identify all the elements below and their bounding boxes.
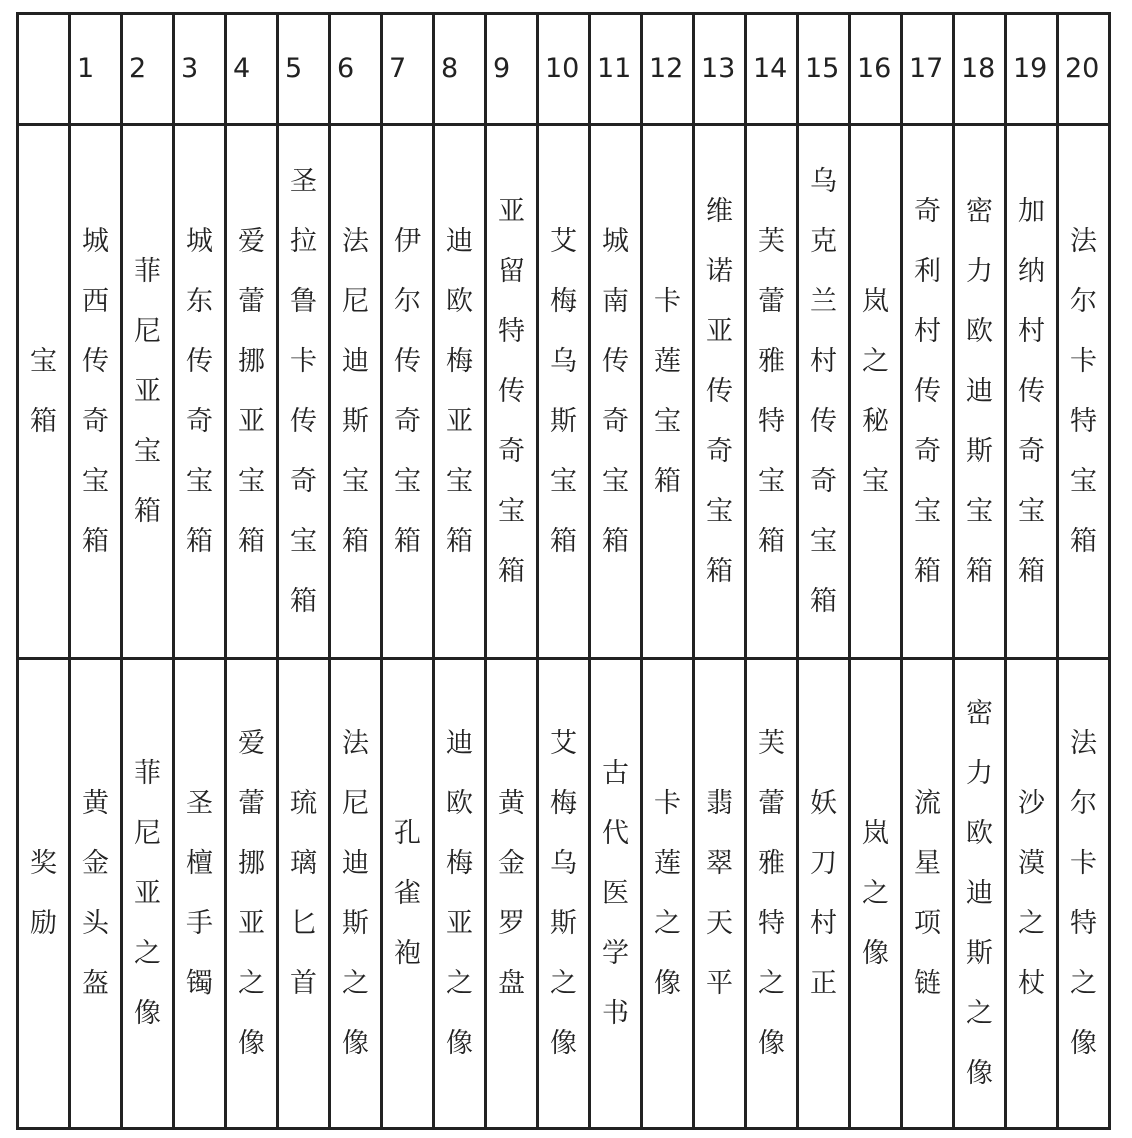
column-header: 20 — [1058, 14, 1110, 125]
table-cell — [746, 125, 798, 659]
table-cell — [174, 125, 226, 659]
header-row — [18, 14, 1110, 125]
column-header: 3 — [174, 14, 226, 125]
table-cell — [590, 125, 642, 659]
column-header: 8 — [434, 14, 486, 125]
chest-name: 法尔卡特宝箱 — [1069, 225, 1097, 557]
reward-name: 芙蕾雅特之像 — [757, 727, 785, 1059]
reward-name: 孔雀袍 — [393, 817, 421, 969]
table-cell — [642, 125, 694, 659]
column-header: 2 — [122, 14, 174, 125]
chest-name: 城东传奇宝箱 — [185, 225, 213, 557]
chest-name: 菲尼亚宝箱 — [133, 255, 161, 527]
table-cell — [538, 659, 590, 1129]
table-cell — [174, 659, 226, 1129]
chest-name: 岚之秘宝 — [861, 285, 889, 497]
reward-name: 古代医学书 — [601, 757, 629, 1029]
table-cell — [226, 125, 278, 659]
table-cell — [1058, 125, 1110, 659]
table-cell — [122, 125, 174, 659]
column-header: 9 — [486, 14, 538, 125]
reward-name: 艾梅乌斯之像 — [549, 727, 577, 1059]
chest-reward-table-container — [16, 12, 1111, 1130]
table-cell — [642, 659, 694, 1129]
row-label-cell — [18, 659, 70, 1129]
column-header: 18 — [954, 14, 1006, 125]
table-cell — [226, 659, 278, 1129]
table-cell — [1006, 125, 1058, 659]
table-cell — [486, 659, 538, 1129]
reward-name: 法尔卡特之像 — [1069, 727, 1097, 1059]
chest-name: 爱蕾挪亚宝箱 — [237, 225, 265, 557]
table-cell — [590, 659, 642, 1129]
reward-name: 翡翠天平 — [705, 787, 733, 999]
table-cell — [694, 125, 746, 659]
chest-reward-table — [16, 12, 1111, 1130]
table-cell — [382, 125, 434, 659]
chest-name: 城南传奇宝箱 — [601, 225, 629, 557]
reward-name: 圣檀手镯 — [185, 787, 213, 999]
row-label-cell — [18, 125, 70, 659]
reward-name: 黄金罗盘 — [497, 787, 525, 999]
reward-name: 琉璃匕首 — [289, 787, 317, 999]
table-cell — [382, 659, 434, 1129]
column-header: 7 — [382, 14, 434, 125]
table-cell — [122, 659, 174, 1129]
table-cell — [1006, 659, 1058, 1129]
chest-name: 奇利村传奇宝箱 — [913, 195, 941, 587]
reward-name: 流星项链 — [913, 787, 941, 999]
column-header: 17 — [902, 14, 954, 125]
reward-row — [18, 659, 1110, 1129]
table-cell — [434, 125, 486, 659]
table-cell — [798, 659, 850, 1129]
column-header: 12 — [642, 14, 694, 125]
column-header: 5 — [278, 14, 330, 125]
table-cell — [850, 125, 902, 659]
column-header: 10 — [538, 14, 590, 125]
table-cell — [70, 659, 122, 1129]
table-cell — [850, 659, 902, 1129]
reward-name: 迪欧梅亚之像 — [445, 727, 473, 1059]
chest-name: 圣拉鲁卡传奇宝箱 — [289, 165, 317, 617]
table-cell — [486, 125, 538, 659]
chest-name: 卡莲宝箱 — [653, 285, 681, 497]
table-cell — [798, 125, 850, 659]
reward-name: 菲尼亚之像 — [133, 757, 161, 1029]
column-header: 11 — [590, 14, 642, 125]
column-header: 6 — [330, 14, 382, 125]
chest-name: 城西传奇宝箱 — [81, 225, 109, 557]
chest-name: 亚留特传奇宝箱 — [497, 195, 525, 587]
column-header: 1 — [70, 14, 122, 125]
chest-name: 乌克兰村传奇宝箱 — [809, 165, 837, 617]
chest-name: 伊尔传奇宝箱 — [393, 225, 421, 557]
table-cell — [954, 125, 1006, 659]
reward-name: 妖刀村正 — [809, 787, 837, 999]
chest-name: 维诺亚传奇宝箱 — [705, 195, 733, 587]
chest-row — [18, 125, 1110, 659]
row-label: 宝箱 — [29, 345, 57, 437]
row-label: 奖励 — [29, 847, 57, 939]
column-header: 15 — [798, 14, 850, 125]
chest-name: 芙蕾雅特宝箱 — [757, 225, 785, 557]
table-cell — [902, 659, 954, 1129]
table-cell — [434, 659, 486, 1129]
table-cell — [954, 659, 1006, 1129]
column-header: 4 — [226, 14, 278, 125]
table-cell — [278, 659, 330, 1129]
table-cell — [278, 125, 330, 659]
table-cell — [330, 659, 382, 1129]
reward-name: 沙漠之杖 — [1017, 787, 1045, 999]
table-cell — [902, 125, 954, 659]
column-header: 14 — [746, 14, 798, 125]
table-cell — [330, 125, 382, 659]
reward-name: 黄金头盔 — [81, 787, 109, 999]
reward-name: 法尼迪斯之像 — [341, 727, 369, 1059]
table-cell — [70, 125, 122, 659]
reward-name: 爱蕾挪亚之像 — [237, 727, 265, 1059]
table-cell — [694, 659, 746, 1129]
table-cell — [1058, 659, 1110, 1129]
chest-name: 密力欧迪斯宝箱 — [965, 195, 993, 587]
column-header: 16 — [850, 14, 902, 125]
chest-name: 艾梅乌斯宝箱 — [549, 225, 577, 557]
chest-name: 法尼迪斯宝箱 — [341, 225, 369, 557]
reward-name: 密力欧迪斯之像 — [965, 697, 993, 1089]
column-header: 13 — [694, 14, 746, 125]
chest-name: 加纳村传奇宝箱 — [1017, 195, 1045, 587]
chest-name: 迪欧梅亚宝箱 — [445, 225, 473, 557]
table-body — [18, 14, 1110, 1129]
table-cell — [538, 125, 590, 659]
table-cell — [746, 659, 798, 1129]
corner-cell — [18, 14, 70, 125]
reward-name: 卡莲之像 — [653, 787, 681, 999]
column-header: 19 — [1006, 14, 1058, 125]
reward-name: 岚之像 — [861, 817, 889, 969]
